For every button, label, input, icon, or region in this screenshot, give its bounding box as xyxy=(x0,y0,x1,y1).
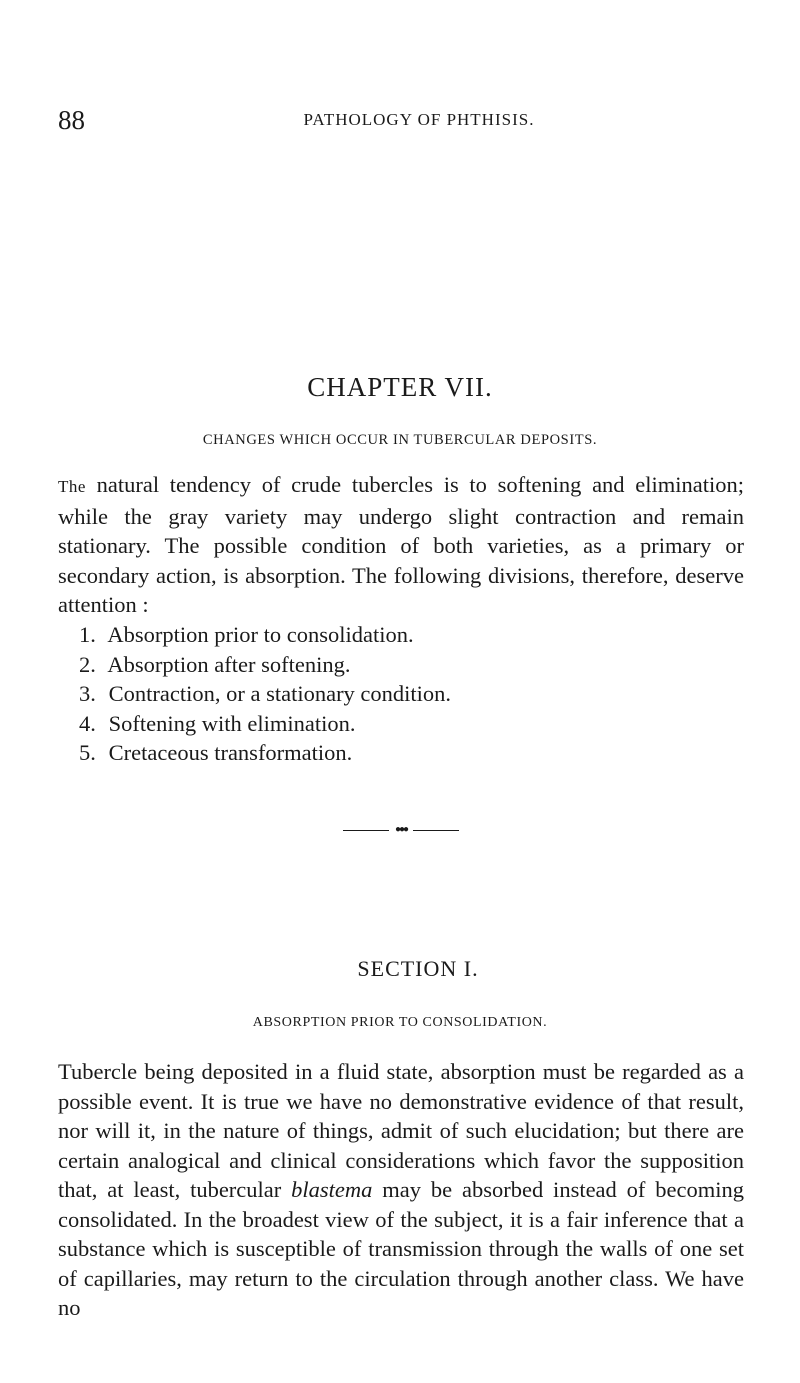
list-item-number: 2. xyxy=(79,651,96,677)
list-item-text: Absorption after softening. xyxy=(107,651,351,677)
divider-dots-icon: ●●● xyxy=(394,824,408,835)
section-title: SECTION I. xyxy=(357,956,479,981)
list-item-text: Contraction, or a stationary condition. xyxy=(108,681,452,706)
list-item-number: 1. xyxy=(79,622,96,647)
running-head xyxy=(58,104,740,136)
list-item xyxy=(79,620,451,650)
list-item-text: Absorption prior to consolidation. xyxy=(107,622,414,647)
list-item-text: Softening with elimination. xyxy=(108,710,356,736)
intro-paragraph xyxy=(58,470,744,620)
list-item-number: 4. xyxy=(79,710,96,736)
divider-line-right xyxy=(413,830,459,831)
list-item xyxy=(79,679,451,709)
section-text-part2: may be absorbed instead of becoming consolidated. In the broadest view of the subject, it is a fair inference that a substance which is susceptible of transmission through the walls of one set of capillaries, may return to the circulation through another class. We have no xyxy=(58,1177,744,1320)
list-item-text: Cretaceous transformation. xyxy=(108,740,353,765)
section-text-italic: blastema xyxy=(291,1177,373,1202)
chapter-subtitle: CHANGES WHICH OCCUR IN TUBERCULAR DEPOSITS. xyxy=(202,432,598,448)
section-divider-ornament xyxy=(343,826,459,836)
chapter-title: CHAPTER VII. xyxy=(307,372,493,402)
intro-text: natural tendency of crude tubercles is to softening and elimination; while the gray variety may undergo slight contraction and remain stationary. The possible condition of both varieties, as a primary or secondary action, is absorption. The following divisions, therefore, deserve attention : xyxy=(58,472,744,617)
list-item xyxy=(79,738,451,768)
list-item xyxy=(79,650,451,680)
list-item-number: 5. xyxy=(79,740,96,765)
divisions-list xyxy=(79,620,451,768)
list-item xyxy=(79,709,451,739)
list-item-number: 3. xyxy=(79,681,96,706)
divider-line-left xyxy=(343,830,389,831)
page-number: 88 xyxy=(58,105,85,135)
intro-lead-word: The xyxy=(58,477,86,496)
section-paragraph xyxy=(58,1057,744,1323)
running-title: PATHOLOGY OF PHTHISIS. xyxy=(303,110,535,129)
section-subtitle: ABSORPTION PRIOR TO CONSOLIDATION. xyxy=(252,1015,548,1030)
section-text-part1: Tubercle being deposited in a fluid state, absorption must be regarded as a possible event. It is true we have no demonstrative evidence of that result, nor will it, in the nature of things, admit of such elucidation; but there are certain analogical and clinical considerations which favor the supposition that, at least, tubercular xyxy=(58,1059,744,1202)
